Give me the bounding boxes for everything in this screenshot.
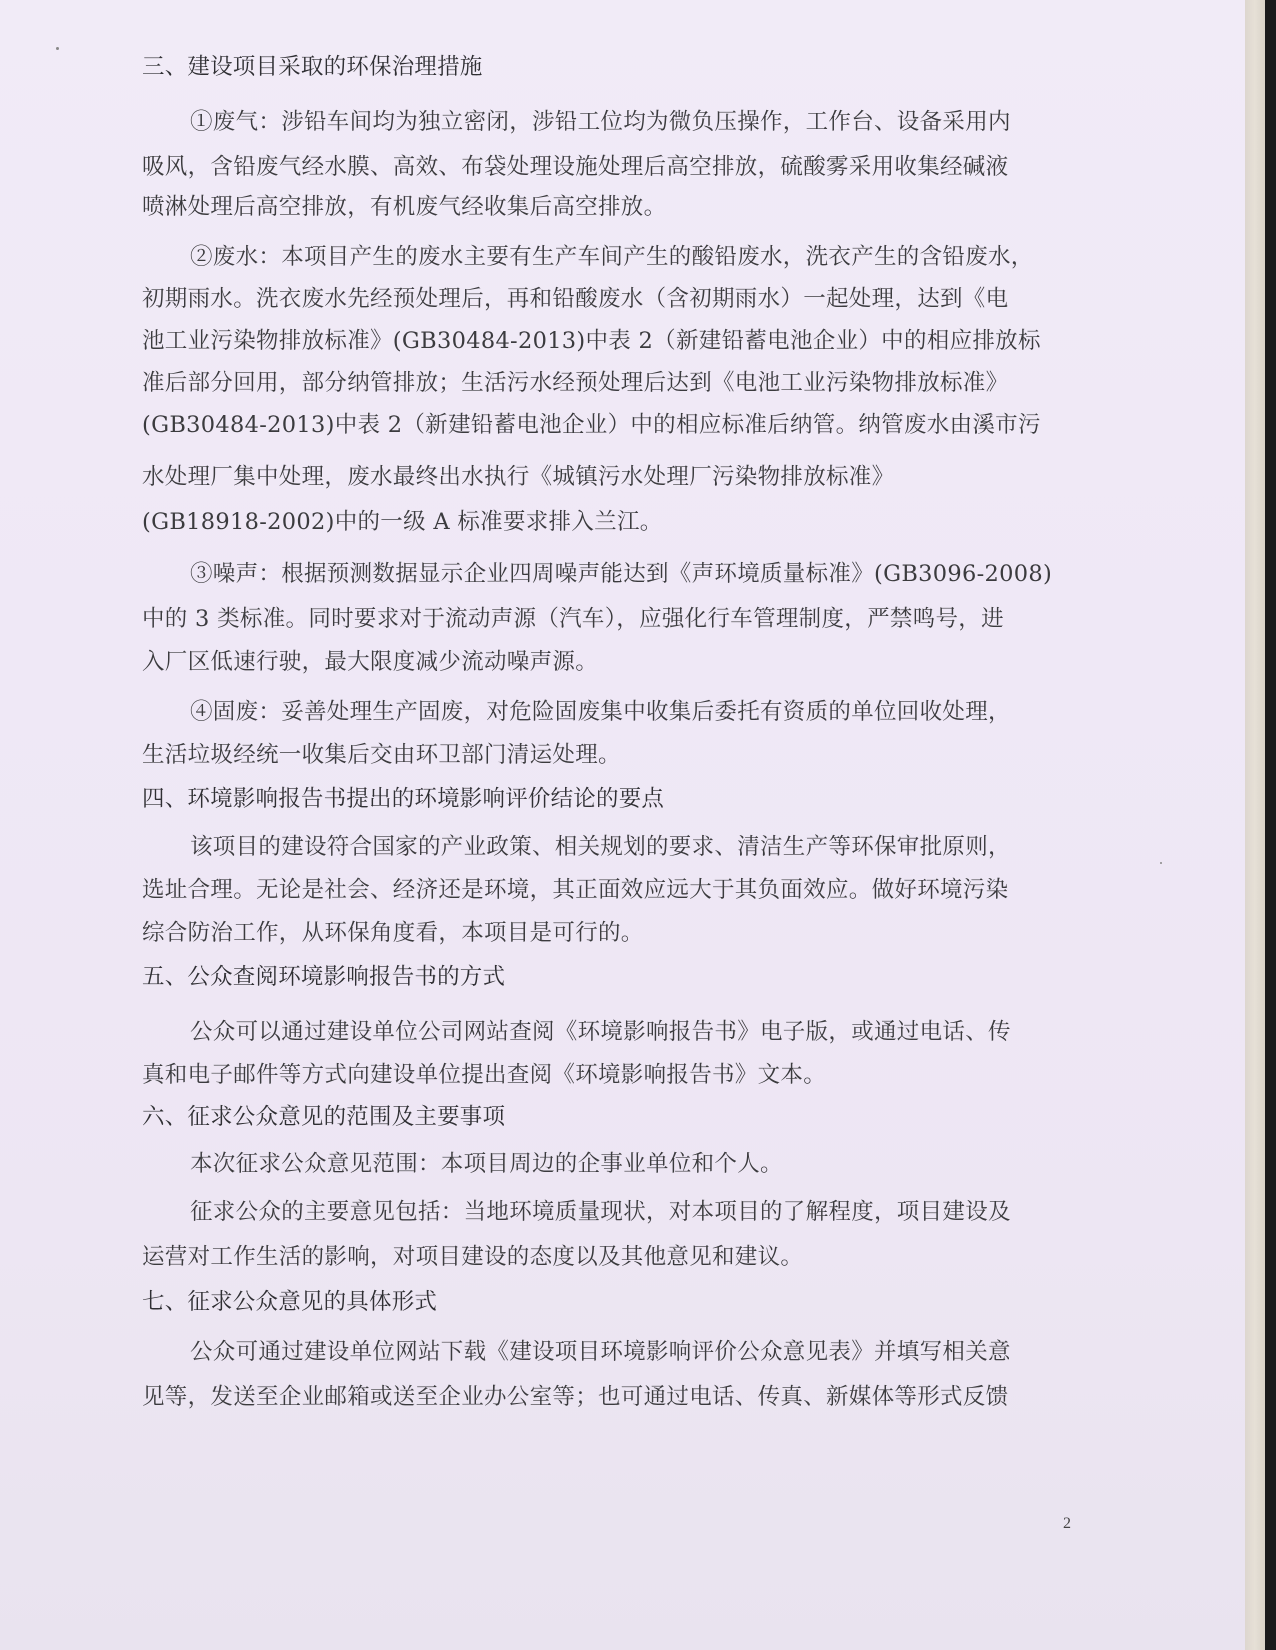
section-heading-7: 七、征求公众意见的具体形式 (142, 1289, 438, 1315)
section-heading-5: 五、公众查阅环境影响报告书的方式 (142, 964, 506, 990)
paragraph-line: 真和电子邮件等方式向建设单位提出查阅《环境影响报告书》文本。 (142, 1062, 827, 1088)
paragraph-line: 中的 3 类标准。同时要求对于流动声源（汽车），应强化行车管理制度，严禁鸣号，进 (142, 606, 1004, 632)
scan-speck (56, 47, 59, 50)
paragraph-line: 公众可以通过建设单位公司网站查阅《环境影响报告书》电子版，或通过电话、传 (190, 1019, 1011, 1045)
paragraph-line: 综合防治工作，从环保角度看，本项目是可行的。 (142, 920, 644, 946)
paragraph-line: 选址合理。无论是社会、经济还是环境，其正面效应远大于其负面效应。做好环境污染 (142, 877, 1009, 903)
paragraph-line: 本次征求公众意见范围：本项目周边的企事业单位和个人。 (190, 1151, 783, 1177)
paragraph-line: 公众可通过建设单位网站下载《建设项目环境影响评价公众意见表》并填写相关意 (190, 1339, 1011, 1365)
scan-dark-edge (1265, 0, 1276, 1650)
paragraph-line: 该项目的建设符合国家的产业政策、相关规划的要求、清洁生产等环保审批原则， (190, 834, 1011, 860)
paragraph-line: ③噪声：根据预测数据显示企业四周噪声能达到《声环境质量标准》(GB3096-2008) (190, 561, 1053, 587)
paragraph-line: 征求公众的主要意见包括：当地环境质量现状，对本项目的了解程度，项目建设及 (190, 1199, 1011, 1225)
paragraph-line: 吸风，含铅废气经水膜、高效、布袋处理设施处理后高空排放，硫酸雾采用收集经碱液 (142, 154, 1009, 180)
paragraph-line: (GB18918-2002)中的一级 A 标准要求排入兰江。 (142, 509, 663, 535)
section-heading-6: 六、征求公众意见的范围及主要事项 (142, 1104, 506, 1130)
paragraph-line: 喷淋处理后高空排放，有机废气经收集后高空排放。 (142, 194, 667, 220)
paragraph-line: ④固废：妥善处理生产固废，对危险固废集中收集后委托有资质的单位回收处理， (190, 699, 1011, 725)
section-heading-4: 四、环境影响报告书提出的环境影响评价结论的要点 (142, 786, 665, 812)
paragraph-line: ①废气：涉铅车间均为独立密闭，涉铅工位均为微负压操作，工作台、设备采用内 (190, 109, 1011, 135)
paragraph-line: 准后部分回用，部分纳管排放；生活污水经预处理后达到《电池工业污染物排放标准》 (142, 370, 1009, 396)
scan-margin-strip (1245, 0, 1265, 1650)
paragraph-line: 生活垃圾经统一收集后交由环卫部门清运处理。 (142, 742, 621, 768)
page-number: 2 (1063, 1515, 1071, 1532)
scan-speck (1160, 862, 1162, 864)
section-heading-3: 三、建设项目采取的环保治理措施 (142, 54, 483, 80)
paragraph-line: 初期雨水。洗衣废水先经预处理后，再和铅酸废水（含初期雨水）一起处理，达到《电 (142, 286, 1009, 312)
paragraph-line: 入厂区低速行驶，最大限度减少流动噪声源。 (142, 649, 599, 675)
paragraph-line: ②废水：本项目产生的废水主要有生产车间产生的酸铅废水，洗衣产生的含铅废水， (190, 244, 1034, 270)
paragraph-line: 运营对工作生活的影响，对项目建设的态度以及其他意见和建议。 (142, 1244, 804, 1270)
paragraph-line: 见等，发送至企业邮箱或送至企业办公室等；也可通过电话、传真、新媒体等形式反馈 (142, 1384, 1009, 1410)
paragraph-line: (GB30484-2013)中表 2（新建铅蓄电池企业）中的相应标准后纳管。纳管废水由溪市污 (142, 412, 1041, 438)
paragraph-line: 水处理厂集中处理，废水最终出水执行《城镇污水处理厂污染物排放标准》 (142, 464, 895, 490)
paragraph-line: 池工业污染物排放标准》(GB30484-2013)中表 2（新建铅蓄电池企业）中的相应排放标 (142, 328, 1041, 354)
